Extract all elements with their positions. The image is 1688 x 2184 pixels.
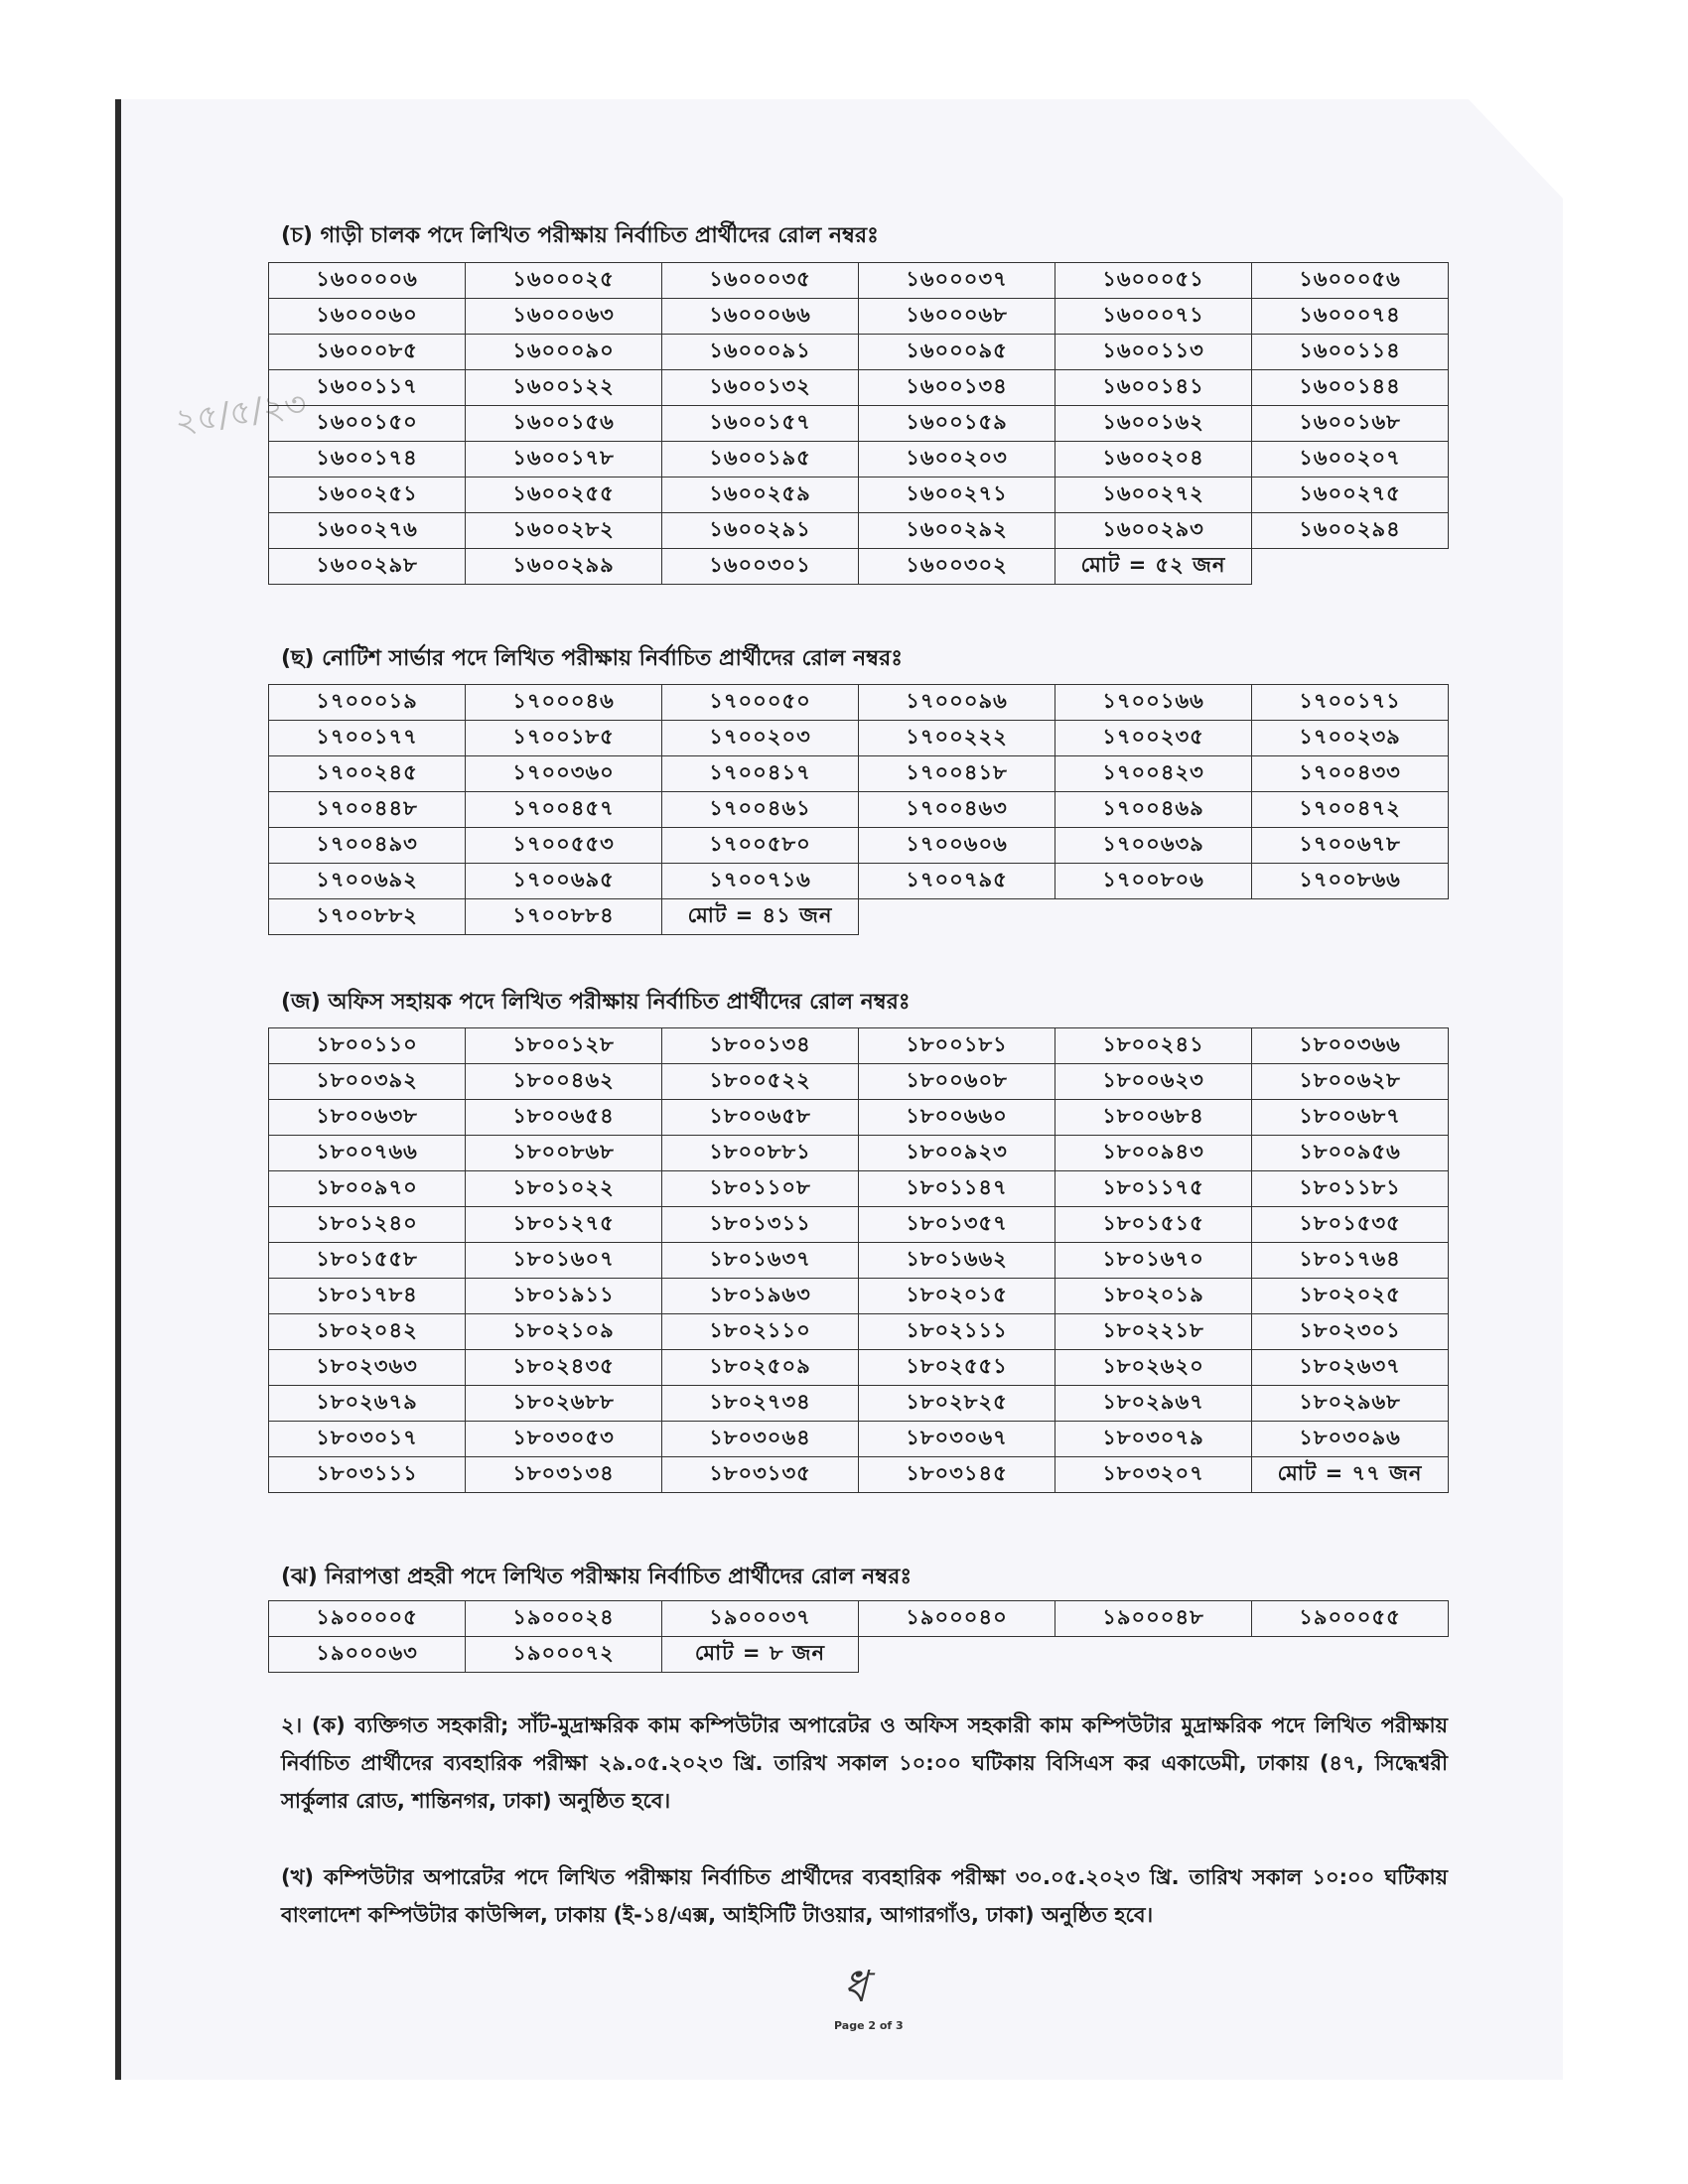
- roll-cell: ১৮০৩১৩৪: [466, 1457, 662, 1493]
- roll-cell: ১৭০০৪১৭: [662, 756, 859, 792]
- roll-cell: ১৮০২৫৫১: [859, 1350, 1055, 1386]
- roll-cell: ১৬০০০৬৩: [466, 299, 662, 335]
- roll-cell: ১৮০১২৪০: [269, 1207, 466, 1243]
- roll-cell: ১৮০১৩১১: [662, 1207, 859, 1243]
- table-row: [269, 335, 1449, 370]
- roll-cell: ১৬০০১৬২: [1055, 406, 1252, 442]
- roll-cell: ১৭০০৪৬৯: [1055, 792, 1252, 828]
- roll-cell: ১৮০৩১৪৫: [859, 1457, 1055, 1493]
- roll-cell: ১৬০০৩০২: [859, 549, 1055, 585]
- roll-cell: ১৭০০২০৩: [662, 721, 859, 756]
- roll-cell: ১৭০০৮০৬: [1055, 864, 1252, 899]
- roll-table-security-guard: [268, 1600, 1449, 1673]
- roll-cell: ১৮০০৩৬৬: [1252, 1028, 1449, 1064]
- roll-cell: ১৮০৩২০৭: [1055, 1457, 1252, 1493]
- roll-cell: ১৮০২৬৮৮: [466, 1386, 662, 1422]
- roll-cell: ১৮০০৮৬৮: [466, 1136, 662, 1171]
- roll-cell: ১৬০০০৬৮: [859, 299, 1055, 335]
- table-row: [269, 1028, 1449, 1064]
- signature: ধ: [843, 1962, 868, 2012]
- roll-cell: ১৬০০২৭২: [1055, 478, 1252, 513]
- table-row: [269, 549, 1449, 585]
- roll-cell: ১৭০০৭১৬: [662, 864, 859, 899]
- roll-cell: ১৮০৩০৬৪: [662, 1422, 859, 1457]
- roll-cell: ১৮০১৬০৭: [466, 1243, 662, 1279]
- roll-cell: ১৭০০৪৩৩: [1252, 756, 1449, 792]
- roll-cell: ১৯০০০৪৮: [1055, 1601, 1252, 1637]
- roll-cell: ১৮০১৬৭০: [1055, 1243, 1252, 1279]
- roll-cell: ১৬০০৩০১: [662, 549, 859, 585]
- table-row: [269, 370, 1449, 406]
- roll-cell: ১৬০০১৫৯: [859, 406, 1055, 442]
- table-row: [269, 899, 1449, 935]
- roll-cell: ১৮০৩০৯৬: [1252, 1422, 1449, 1457]
- roll-cell: ১৭০০০৫০: [662, 685, 859, 721]
- roll-cell: ১৮০২৩০১: [1252, 1314, 1449, 1350]
- roll-cell: ১৮০১১০৮: [662, 1171, 859, 1207]
- roll-cell: ১৮০২৯৬৭: [1055, 1386, 1252, 1422]
- roll-cell: ১৭০০৮৬৬: [1252, 864, 1449, 899]
- roll-cell: ১৭০০৫৫৩: [466, 828, 662, 864]
- roll-cell: ১৮০১৭৬৪: [1252, 1243, 1449, 1279]
- roll-cell: ১৭০০০১৯: [269, 685, 466, 721]
- roll-cell: ১৭০০১৭৭: [269, 721, 466, 756]
- roll-cell: ১৮০০১৩৪: [662, 1028, 859, 1064]
- roll-cell: ১৭০০৮৮৪: [466, 899, 662, 935]
- roll-cell: ১৭০০৪২৩: [1055, 756, 1252, 792]
- roll-cell: ১৬০০১২২: [466, 370, 662, 406]
- roll-cell: ১৮০২৬৩৭: [1252, 1350, 1449, 1386]
- roll-cell: ১৬০০২৯২: [859, 513, 1055, 549]
- roll-cell: ১৬০০০৫১: [1055, 263, 1252, 299]
- empty-cell: [1252, 1637, 1449, 1673]
- roll-cell: ১৮০২২১৮: [1055, 1314, 1252, 1350]
- roll-cell: ১৮০০৬৫৮: [662, 1100, 859, 1136]
- total-cell: মোট = ৫২ জন: [1055, 549, 1252, 585]
- roll-cell: ১৮০৩১৩৫: [662, 1457, 859, 1493]
- table-row: [269, 299, 1449, 335]
- roll-cell: ১৭০০৬৯৫: [466, 864, 662, 899]
- roll-cell: ১৬০০১৯৫: [662, 442, 859, 478]
- roll-cell: ১৬০০১৫৬: [466, 406, 662, 442]
- roll-table-notice-server: [268, 684, 1449, 935]
- total-cell: মোট = ৭৭ জন: [1252, 1457, 1449, 1493]
- roll-cell: ১৮০১০২২: [466, 1171, 662, 1207]
- roll-cell: ১৭০০১৭১: [1252, 685, 1449, 721]
- roll-cell: ১৮০১৫৫৮: [269, 1243, 466, 1279]
- roll-cell: ১৮০০৯৭০: [269, 1171, 466, 1207]
- roll-cell: ১৬০০২৯৪: [1252, 513, 1449, 549]
- roll-cell: ১৯০০০২৪: [466, 1601, 662, 1637]
- table-row: [269, 1314, 1449, 1350]
- roll-cell: ১৬০০০৭১: [1055, 299, 1252, 335]
- roll-cell: ১৬০০১৫০: [269, 406, 466, 442]
- margin-note: ২৫/৫/২৩: [172, 383, 310, 443]
- roll-cell: ১৬০০০২৫: [466, 263, 662, 299]
- roll-cell: ১৮০০১৮১: [859, 1028, 1055, 1064]
- roll-cell: ১৬০০০৩৫: [662, 263, 859, 299]
- roll-cell: ১৮০২৬৭৯: [269, 1386, 466, 1422]
- roll-cell: ১৮০০৯২৩: [859, 1136, 1055, 1171]
- table-row: [269, 513, 1449, 549]
- roll-cell: ১৮০০৬৮৪: [1055, 1100, 1252, 1136]
- roll-cell: ১৯০০০৬৩: [269, 1637, 466, 1673]
- roll-cell: ১৬০০১১৪: [1252, 335, 1449, 370]
- table-row: [269, 478, 1449, 513]
- table-row: [269, 406, 1449, 442]
- table-row: [269, 1136, 1449, 1171]
- roll-cell: ১৮০১২৭৫: [466, 1207, 662, 1243]
- roll-cell: ১৬০০২৯১: [662, 513, 859, 549]
- total-cell: মোট = ৮ জন: [662, 1637, 859, 1673]
- roll-cell: ১৬০০২০৭: [1252, 442, 1449, 478]
- roll-cell: ১৮০১১৮১: [1252, 1171, 1449, 1207]
- roll-cell: ১৭০০২২২: [859, 721, 1055, 756]
- roll-cell: ১৭০০৪৭২: [1252, 792, 1449, 828]
- roll-cell: ১৬০০১৫৭: [662, 406, 859, 442]
- empty-cell: [1252, 549, 1449, 585]
- table-row: [269, 1279, 1449, 1314]
- roll-cell: ১৮০২০১৫: [859, 1279, 1055, 1314]
- roll-cell: ১৮০১৬৬২: [859, 1243, 1055, 1279]
- section-title-security-guard: (ঝ) নিরাপত্তা প্রহরী পদে লিখিত পরীক্ষায় নির্বাচিত প্রার্থীদের রোল নম্বরঃ: [281, 1565, 913, 1589]
- table-row: [269, 828, 1449, 864]
- table-row: [269, 756, 1449, 792]
- roll-cell: ১৮০১৭৮৪: [269, 1279, 466, 1314]
- roll-cell: ১৬০০২৭১: [859, 478, 1055, 513]
- roll-cell: ১৭০০৪৫৭: [466, 792, 662, 828]
- roll-cell: ১৮০২৭৩৪: [662, 1386, 859, 1422]
- roll-cell: ১৬০০২০৩: [859, 442, 1055, 478]
- roll-cell: ১৮০০৯৫৬: [1252, 1136, 1449, 1171]
- roll-cell: ১৬০০১৪৪: [1252, 370, 1449, 406]
- roll-cell: ১৭০০৬৯২: [269, 864, 466, 899]
- roll-cell: ১৭০০০৯৬: [859, 685, 1055, 721]
- roll-cell: ১৬০০০৮৫: [269, 335, 466, 370]
- roll-cell: ১৬০০১৪১: [1055, 370, 1252, 406]
- roll-cell: ১৬০০০৯০: [466, 335, 662, 370]
- roll-cell: ১৯০০০৫৫: [1252, 1601, 1449, 1637]
- roll-cell: ১৭০০১৮৫: [466, 721, 662, 756]
- roll-cell: ১৭০০৪৬৩: [859, 792, 1055, 828]
- table-row: [269, 442, 1449, 478]
- roll-cell: ১৮০২৯৬৮: [1252, 1386, 1449, 1422]
- roll-cell: ১৭০০২৩৯: [1252, 721, 1449, 756]
- roll-cell: ১৭০০৪৯৩: [269, 828, 466, 864]
- table-row: [269, 1064, 1449, 1100]
- roll-cell: ১৭০০৬০৬: [859, 828, 1055, 864]
- table-row: [269, 1207, 1449, 1243]
- roll-cell: ১৬০০২৫৫: [466, 478, 662, 513]
- roll-cell: ১৮০০১২৮: [466, 1028, 662, 1064]
- roll-cell: ১৮০২৬২০: [1055, 1350, 1252, 1386]
- roll-cell: ১৮০১১৭৫: [1055, 1171, 1252, 1207]
- roll-cell: ১৭০০৬৩৯: [1055, 828, 1252, 864]
- roll-cell: ১৬০০০৬৬: [662, 299, 859, 335]
- roll-cell: ১৬০০২৯৮: [269, 549, 466, 585]
- roll-cell: ১৬০০০৭৪: [1252, 299, 1449, 335]
- roll-cell: ১৮০১১৪৭: [859, 1171, 1055, 1207]
- roll-cell: ১৬০০০৯৫: [859, 335, 1055, 370]
- roll-cell: ১৮০১৬৩৭: [662, 1243, 859, 1279]
- section-title-notice-server: (ছ) নোটিশ সার্ভার পদে লিখিত পরীক্ষায় নির্বাচিত প্রার্থীদের রোল নম্বরঃ: [281, 646, 903, 671]
- roll-cell: ১৮০২৪৩৫: [466, 1350, 662, 1386]
- roll-cell: ১৬০০২৭৬: [269, 513, 466, 549]
- roll-cell: ১৮০১৯১১: [466, 1279, 662, 1314]
- table-row: [269, 1243, 1449, 1279]
- roll-cell: ১৬০০০৬০: [269, 299, 466, 335]
- paragraph-practical-exam-a: ২। (ক) ব্যক্তিগত সহকারী; সাঁট-মুদ্রাক্ষরিক কাম কম্পিউটার অপারেটর ও অফিস সহকারী কাম কম্পিউটার মুদ্রাক্ষরিক পদে লিখিত পরীক্ষায় নির্বাচিত প্রার্থীদের ব্যবহারিক পরীক্ষা ২৯.০৫.২০২৩ খ্রি. তারিখ সকাল ১০:০০ ঘটিকায় বিসিএস কর একাডেমী, ঢাকায় (৪৭, সিদ্ধেশ্বরী সার্কুলার রোড, শান্তিনগর, ঢাকা) অনুষ্ঠিত হবে।: [281, 1713, 1448, 1813]
- table-row: [269, 1386, 1449, 1422]
- paragraph-practical-exam-b: (খ) কম্পিউটার অপারেটর পদে লিখিত পরীক্ষায় নির্বাচিত প্রার্থীদের ব্যবহারিক পরীক্ষা ৩০.০৫.২০২৩ খ্রি. তারিখ সকাল ১০:০০ ঘটিকায় বাংলাদেশ কম্পিউটার কাউন্সিল, ঢাকায় (ই-১৪/এক্স, আইসিটি টাওয়ার, আগারগাঁও, ঢাকা) অনুষ্ঠিত হবে।: [281, 1865, 1448, 1927]
- table-row: [269, 685, 1449, 721]
- roll-table-driver: [268, 262, 1449, 585]
- roll-cell: ১৮০০৬০৮: [859, 1064, 1055, 1100]
- roll-cell: ১৯০০০৭২: [466, 1637, 662, 1673]
- table-row: [269, 1457, 1449, 1493]
- roll-cell: ১৮০২১০৯: [466, 1314, 662, 1350]
- roll-cell: ১৮০০৬২৩: [1055, 1064, 1252, 1100]
- roll-cell: ১৮০৩০৫৩: [466, 1422, 662, 1457]
- roll-cell: ১৭০০০৪৬: [466, 685, 662, 721]
- roll-cell: ১৯০০০৪০: [859, 1601, 1055, 1637]
- roll-cell: ১৮০২৩৬৩: [269, 1350, 466, 1386]
- roll-cell: ১৬০০২৭৫: [1252, 478, 1449, 513]
- roll-cell: ১৮০০৭৬৬: [269, 1136, 466, 1171]
- table-row: [269, 721, 1449, 756]
- roll-table-office-assistant: [268, 1027, 1449, 1493]
- roll-cell: ১৯০০০৩৭: [662, 1601, 859, 1637]
- roll-cell: ১৮০৩০১৭: [269, 1422, 466, 1457]
- roll-cell: ১৮০০৫২২: [662, 1064, 859, 1100]
- roll-cell: ১৮০২১১১: [859, 1314, 1055, 1350]
- roll-cell: ১৮০৩১১১: [269, 1457, 466, 1493]
- page-fold-corner: [1469, 99, 1563, 199]
- roll-cell: ১৭০০৫৮০: [662, 828, 859, 864]
- roll-cell: ১৭০০৭৯৫: [859, 864, 1055, 899]
- roll-cell: ১৭০০৪৪৮: [269, 792, 466, 828]
- roll-cell: ১৬০০১৩২: [662, 370, 859, 406]
- roll-cell: ১৮০০৬৫৪: [466, 1100, 662, 1136]
- roll-cell: ১৬০০১১৭: [269, 370, 466, 406]
- empty-cell: [859, 1637, 1055, 1673]
- roll-cell: ১৬০০১৭৮: [466, 442, 662, 478]
- table-row: [269, 1171, 1449, 1207]
- roll-cell: ১৮০২০২৫: [1252, 1279, 1449, 1314]
- roll-cell: ১৮০৩০৭৯: [1055, 1422, 1252, 1457]
- empty-cell: [859, 899, 1055, 935]
- roll-cell: ১৬০০২৯৩: [1055, 513, 1252, 549]
- table-row: [269, 1422, 1449, 1457]
- roll-cell: ১৮০৩০৬৭: [859, 1422, 1055, 1457]
- table-row: [269, 792, 1449, 828]
- table-row: [269, 1601, 1449, 1637]
- table-row: [269, 263, 1449, 299]
- roll-cell: ১৬০০২৯৯: [466, 549, 662, 585]
- total-cell: মোট = ৪১ জন: [662, 899, 859, 935]
- table-row: [269, 1637, 1449, 1673]
- empty-cell: [1252, 899, 1449, 935]
- roll-cell: ১৮০০৬৬০: [859, 1100, 1055, 1136]
- roll-cell: ১৬০০১৬৮: [1252, 406, 1449, 442]
- roll-cell: ১৭০০৪১৮: [859, 756, 1055, 792]
- roll-cell: ১৮০২৫০৯: [662, 1350, 859, 1386]
- table-row: [269, 1100, 1449, 1136]
- roll-cell: ১৮০০৪৬২: [466, 1064, 662, 1100]
- roll-cell: ১৬০০২৫১: [269, 478, 466, 513]
- roll-cell: ১৬০০১১৩: [1055, 335, 1252, 370]
- roll-cell: ১৬০০১৩৪: [859, 370, 1055, 406]
- roll-cell: ১৮০০৬২৮: [1252, 1064, 1449, 1100]
- roll-cell: ১৮০০৮৮১: [662, 1136, 859, 1171]
- roll-cell: ১৭০০৩৬০: [466, 756, 662, 792]
- roll-cell: ১৮০২১১০: [662, 1314, 859, 1350]
- roll-cell: ১৬০০১৭৪: [269, 442, 466, 478]
- roll-cell: ১৮০০৯৪৩: [1055, 1136, 1252, 1171]
- roll-cell: ১৬০০২০৪: [1055, 442, 1252, 478]
- roll-cell: ১৮০১৯৬৩: [662, 1279, 859, 1314]
- roll-cell: ১৬০০২৮২: [466, 513, 662, 549]
- roll-cell: ১৬০০২৫৯: [662, 478, 859, 513]
- empty-cell: [1055, 899, 1252, 935]
- roll-cell: ১৮০০৬৮৭: [1252, 1100, 1449, 1136]
- page-number: Page 2 of 3: [834, 2019, 904, 2032]
- roll-cell: ১৭০০২৪৫: [269, 756, 466, 792]
- table-row: [269, 1350, 1449, 1386]
- roll-cell: ১৭০০৪৬১: [662, 792, 859, 828]
- roll-cell: ১৮০২৮২৫: [859, 1386, 1055, 1422]
- roll-cell: ১৭০০২৩৫: [1055, 721, 1252, 756]
- roll-cell: ১৮০২০৪২: [269, 1314, 466, 1350]
- roll-cell: ১৮০০২৪১: [1055, 1028, 1252, 1064]
- roll-cell: ১৬০০০৯১: [662, 335, 859, 370]
- roll-cell: ১৭০০৬৭৮: [1252, 828, 1449, 864]
- empty-cell: [1055, 1637, 1252, 1673]
- roll-cell: ১৮০১৫৩৫: [1252, 1207, 1449, 1243]
- roll-cell: ১৭০০৮৮২: [269, 899, 466, 935]
- roll-cell: ১৯০০০০৫: [269, 1601, 466, 1637]
- roll-cell: ১৭০০১৬৬: [1055, 685, 1252, 721]
- roll-cell: ১৬০০০৫৬: [1252, 263, 1449, 299]
- roll-cell: ১৮০১৫১৫: [1055, 1207, 1252, 1243]
- roll-cell: ১৮০০৬৩৮: [269, 1100, 466, 1136]
- roll-cell: ১৮০২০১৯: [1055, 1279, 1252, 1314]
- roll-cell: ১৬০০০০৬: [269, 263, 466, 299]
- table-row: [269, 864, 1449, 899]
- roll-cell: ১৮০০১১০: [269, 1028, 466, 1064]
- section-title-office-assistant: (জ) অফিস সহায়ক পদে লিখিত পরীক্ষায় নির্বাচিত প্রার্থীদের রোল নম্বরঃ: [281, 990, 911, 1015]
- roll-cell: ১৬০০০৩৭: [859, 263, 1055, 299]
- roll-cell: ১৮০০৩৯২: [269, 1064, 466, 1100]
- section-title-driver: (চ) গাড়ী চালক পদে লিখিত পরীক্ষায় নির্বাচিত প্রার্থীদের রোল নম্বরঃ: [281, 223, 879, 248]
- roll-cell: ১৮০১৩৫৭: [859, 1207, 1055, 1243]
